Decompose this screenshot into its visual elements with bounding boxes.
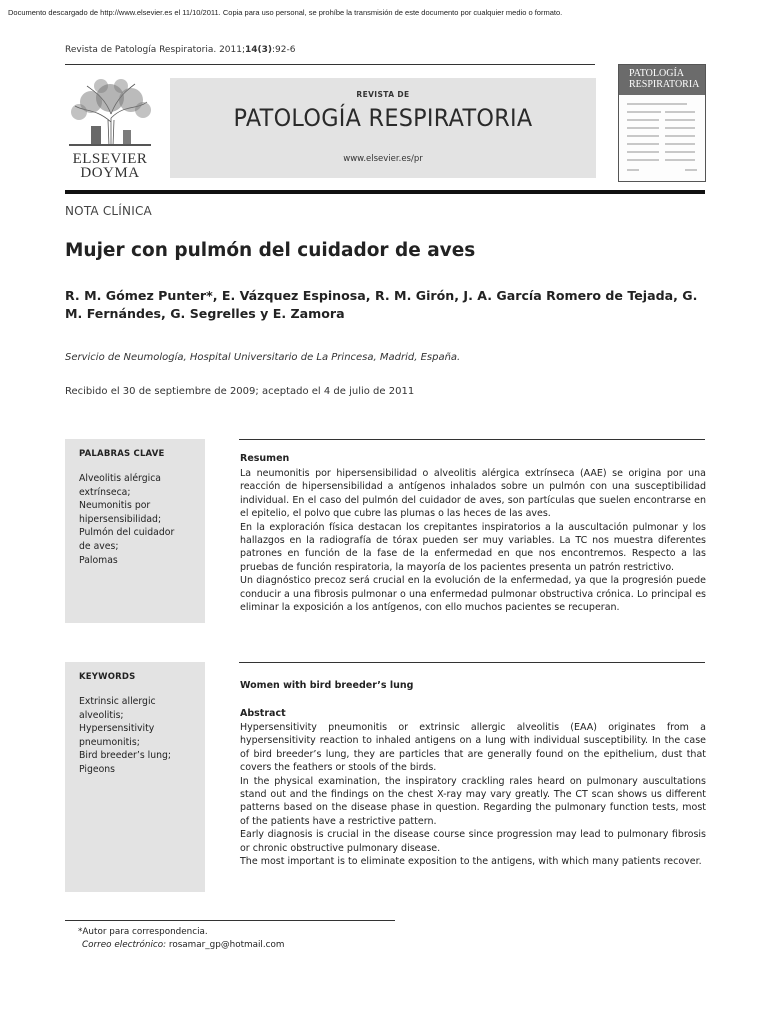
abstract-paragraph: Hypersensitivity pneumonitis or extrinsic allergic alveolitis (EAA) originates from a hypersensitivity reaction to inhaled antigens on a lung with individual susceptibility. In the case of bird breeder’s lung, they are particles that are generally found on the epithelium, dust that covers the feathers or stools of the birds. — [240, 722, 706, 774]
email-label: Correo electrónico: — [82, 940, 167, 950]
keywords-es-box — [65, 439, 205, 623]
publisher-logo — [65, 78, 160, 182]
correspondence-note: *Autor para correspondencia. — [78, 927, 208, 937]
publisher-name-line1: ELSEVIER — [72, 151, 148, 167]
abstract-paragraph: Early diagnosis is crucial in the disease course since progression may lead to pulmonary fibrosis or chronic obstructive pulmonary disease. — [240, 829, 706, 854]
journal-url[interactable]: www.elsevier.es/pr — [343, 154, 423, 164]
keywords-en-title: KEYWORDS — [79, 672, 136, 682]
footnote-rule — [65, 920, 395, 921]
keyword-item: extrínseca; — [79, 486, 131, 498]
resumen-paragraph: En la exploración física destacan los crepitantes inspiratorios a la auscultación pulmonar y los hallazgos en la radiografía de tórax pueden ser muy variables. La TC nos muestra diferentes patrones en función de la fase de la enfermedad en que nos encontremos. Respecto a las pruebas de función respiratoria, la mayoría de los pacientes presenta un patrón restrictivo. — [240, 521, 706, 573]
keyword-item: hipersensibilidad; — [79, 513, 162, 525]
article-affiliation: Servicio de Neumología, Hospital Universitario de La Princesa, Madrid, España. — [65, 352, 461, 363]
journal-kicker: REVISTA DE — [356, 90, 410, 99]
article-authors: R. M. Gómez Punter*, E. Vázquez Espinosa, R. M. Girón, J. A. García Romero de Tejada, G. M. Fernándes, G. Segrelles y E. Zamora — [65, 288, 698, 321]
citation-pages: :92-6 — [272, 45, 296, 55]
masthead-rule — [65, 190, 705, 194]
elsevier-tree-icon — [65, 78, 155, 148]
keyword-item: pneumonitis; — [79, 736, 140, 748]
abstract-paragraph: The most important is to eliminate exposition to the antigens, with which many patients recover. — [240, 856, 702, 868]
article-title: Mujer con pulmón del cuidador de aves — [65, 240, 476, 261]
keyword-item: de aves; — [79, 540, 119, 552]
email-line — [82, 940, 284, 950]
keyword-item: Alveolitis alérgica — [79, 473, 161, 484]
journal-citation — [65, 45, 295, 55]
keyword-item: Pulmón del cuidador — [79, 527, 175, 539]
keyword-item: Bird breeder’s lung; — [79, 750, 172, 762]
keyword-item: Pigeons — [79, 763, 116, 775]
resumen-body — [240, 467, 706, 614]
keyword-item: Palomas — [79, 554, 118, 566]
journal-banner — [170, 78, 596, 178]
keyword-item: alveolitis; — [79, 709, 124, 721]
citation-prefix: Revista de Patología Respiratoria. 2011; — [65, 45, 245, 55]
abstract-heading: Abstract — [240, 708, 286, 719]
section-label: NOTA CLÍNICA — [65, 204, 152, 218]
citation-volume-issue: 14(3) — [245, 45, 273, 55]
keywords-es-title: PALABRAS CLAVE — [79, 449, 165, 459]
keyword-item: Hypersensitivity — [79, 723, 155, 735]
article-dates: Recibido el 30 de septiembre de 2009; aceptado el 4 de julio de 2011 — [65, 386, 415, 397]
journal-cover-thumbnail — [618, 64, 706, 182]
keywords-en-box — [65, 662, 205, 892]
abstract-body — [240, 721, 706, 868]
keywords-en-list — [79, 695, 199, 777]
journal-title: PATOLOGÍA RESPIRATORIA — [233, 104, 533, 132]
cover-title-line2: RESPIRATORIA — [629, 79, 700, 90]
keyword-item: Extrinsic allergic — [79, 696, 156, 707]
publisher-name-line2: DOYMA — [80, 165, 140, 181]
keywords-es-list — [79, 472, 199, 567]
abstract-paragraph: In the physical examination, the inspiratory crackling rales heard on pulmonary auscultations stand out and the findings on the chest X-ray may vary greatly. The CT scan shows us different patterns based on the disease phase in question. Regarding the pulmonary function tests, most of the patients have a restrictive pattern. — [240, 775, 706, 827]
cover-header — [619, 65, 705, 95]
resumen-rule — [239, 439, 705, 440]
email-address[interactable]: rosamar_gp@hotmail.com — [168, 940, 285, 950]
english-title: Women with bird breeder’s lung — [240, 680, 414, 691]
resumen-heading: Resumen — [240, 453, 290, 464]
keyword-item: Neumonitis por — [79, 500, 151, 512]
resumen-paragraph: Un diagnóstico precoz será crucial en la evolución de la enfermedad, ya que la progresión puede conducir a una fibrosis pulmonar o una enfermedad pulmonar obstructiva crónica. Lo principal es eliminar la exposición a los antígenos, con ello muchos pacientes se recuperan. — [240, 575, 706, 614]
download-note: Documento descargado de http://www.elsevier.es el 11/10/2011. Copia para uso personal, se prohíbe la transmisión de este documento por cualquier medio o formato. — [8, 8, 563, 17]
header-divider — [65, 64, 595, 65]
resumen-paragraph: La neumonitis por hipersensibilidad o alveolitis alérgica extrínseca (AAE) se origina por una reacción de hipersensibilidad a antígenos inhalados sobre un pulmón con una susceptibilidad individual. En el caso del pulmón del cuidador de aves, son partículas que suelen encontrarse en el epitelio, el polvo que cubre las plumas o las heces de las aves. — [240, 468, 706, 520]
cover-title-line1: PATOLOGÍA — [629, 68, 685, 79]
abstract-rule — [239, 662, 705, 663]
